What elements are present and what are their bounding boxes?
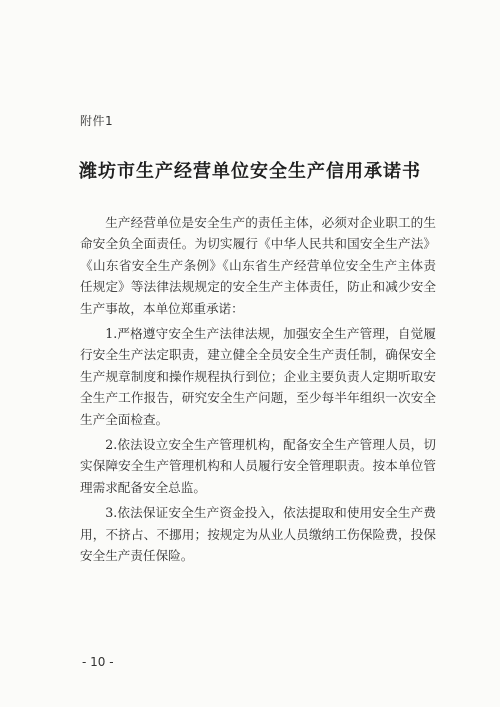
document-title: 潍坊市生产经营单位安全生产信用承诺书 [79,161,421,182]
document-body [80,212,436,571]
page-number: - 10 - [82,655,114,669]
paragraph-item-3: 3.依法保证安全生产资金投入，依法提取和使用安全生产费用，不挤占、不挪用；按规定为从业人员缴纳工伤保险费，投保安全生产责任保险。 [80,505,436,564]
paragraph-item-2: 2.依法设立安全生产管理机构，配备安全生产管理人员，切实保障安全生产管理机构和人员履行安全管理职责。按本单位管理需求配备安全总监。 [80,437,436,495]
attachment-label: 附件1 [80,114,114,128]
paragraph-intro: 生产经营单位是安全生产的责任主体，必须对企业职工的生命安全负全面责任。为切实履行《中华人民共和国安全生产法》《山东省安全生产条例》《山东省生产经营单位安全生产主体责任规定》等法律法规规定的安全生产主体责任，防止和减少安全生产事故，本单位郑重承诺： [80,215,436,316]
paragraph-item-1: 1.严格遵守安全生产法律法规，加强安全生产管理，自觉履行安全生产法定职责，建立健全全员安全生产责任制，确保安全生产规章制度和操作规程执行到位；企业主要负责人定期听取安全生产工作报告，研究安全生产问题，至少每半年组织一次安全生产全面检查。 [80,326,436,427]
